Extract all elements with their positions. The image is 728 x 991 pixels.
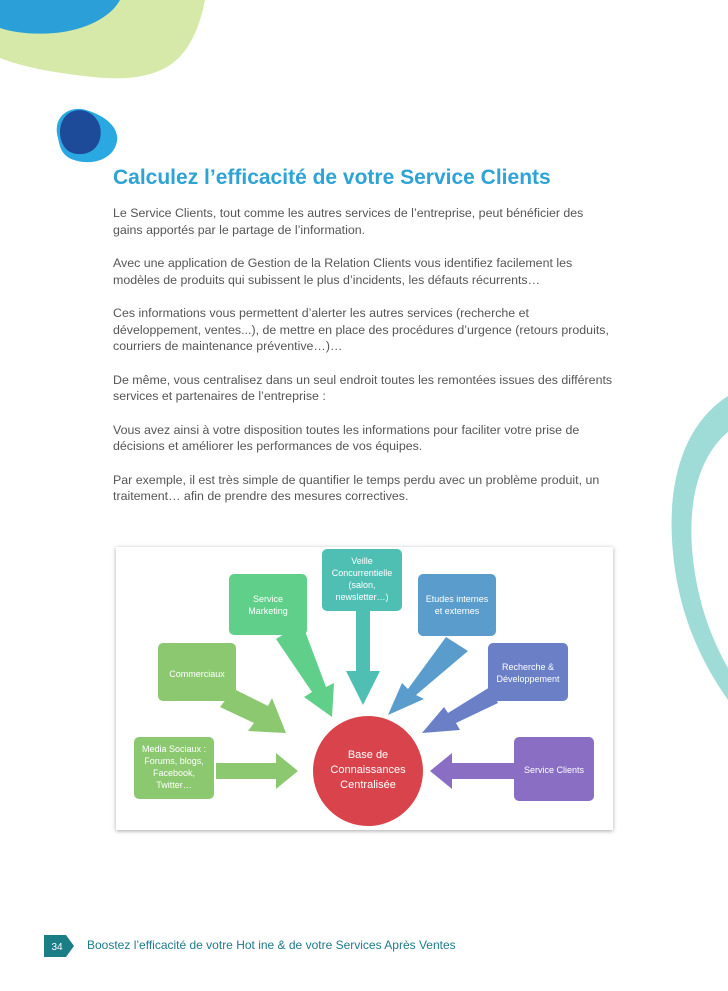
knowledge-base-diagram [116,547,613,830]
arrow-service-clients [430,753,514,789]
arrow-media-sociaux [216,753,298,789]
box-label-line: Twitter… [156,780,192,790]
center-label-line: Connaissances [330,764,406,776]
arrow-recherche [422,687,498,733]
paragraph: De même, vous centralisez dans un seul endroit toutes les remontées issues des différents services et partenaires de l’entreprise : [113,372,613,403]
center-label-line: Centralisée [340,779,396,791]
paragraph: Le Service Clients, tout comme les autres services de l’entreprise, peut bénéficier des gains apportés par le partage de l’information. [113,206,584,237]
diagram-canvas [116,547,613,830]
box-label-line: Media Sociaux : [141,744,207,754]
page-number-badge [44,935,74,957]
paragraph: Par exemple, il est très simple de quantifier le temps perdu avec un problème produit, un traitement… afin de prendre des mesures correctives. [113,472,600,503]
box-label-line: Marketing [248,606,288,616]
box-label-line: newsletter…) [335,592,389,602]
page-title: Calculez l’efficacité de votre Service Clients [113,166,551,189]
arrow-veille [346,611,380,705]
teal-arc-shape [672,396,728,700]
footer-text: Boostez l’efficacité de votre Hot ine & de votre Services Après Ventes [87,938,456,952]
box-recherche-developpement [488,643,568,701]
box-label-line: Recherche & [501,662,555,672]
box-label-line: Service [252,594,284,604]
paragraph: Avec une application de Gestion de la Relation Clients vous identifiez facilement les modèles de produits qui subissent le plus d’incidents, les défauts récurrents… [113,256,573,287]
box-label-line: Concurrentielle [331,568,393,578]
box-etudes [418,574,496,636]
box-label-line: Forums, blogs, [144,756,204,766]
arrow-etudes [388,637,468,715]
box-label-line: Développement [496,674,560,684]
box-label-line: Etudes internes [425,594,489,604]
box-label-line: Service Clients [523,765,585,775]
box-label-line: (salon, [348,580,376,590]
arrow-service-marketing [276,623,334,717]
paragraph: Vous avez ainsi à votre disposition toutes les informations pour faciliter votre prise de décisions et améliorer les performances de vos équipes. [113,422,580,453]
center-label-line: Base de [347,749,389,761]
box-label-line: Veille [351,556,373,566]
box-label-line: Facebook, [152,768,196,778]
box-label-line: Commerciaux [169,669,225,679]
body-text [113,205,613,522]
page-number: 34 [51,942,63,953]
box-label-line: et externes [434,606,480,616]
box-service-marketing [229,574,307,635]
paragraph: Ces informations vous permettent d’alerter les autres services (recherche et développement, ventes...), de mettre en place des procédures d’urgence (retours produits, courriers de maintenance préventive…)… [113,306,609,353]
